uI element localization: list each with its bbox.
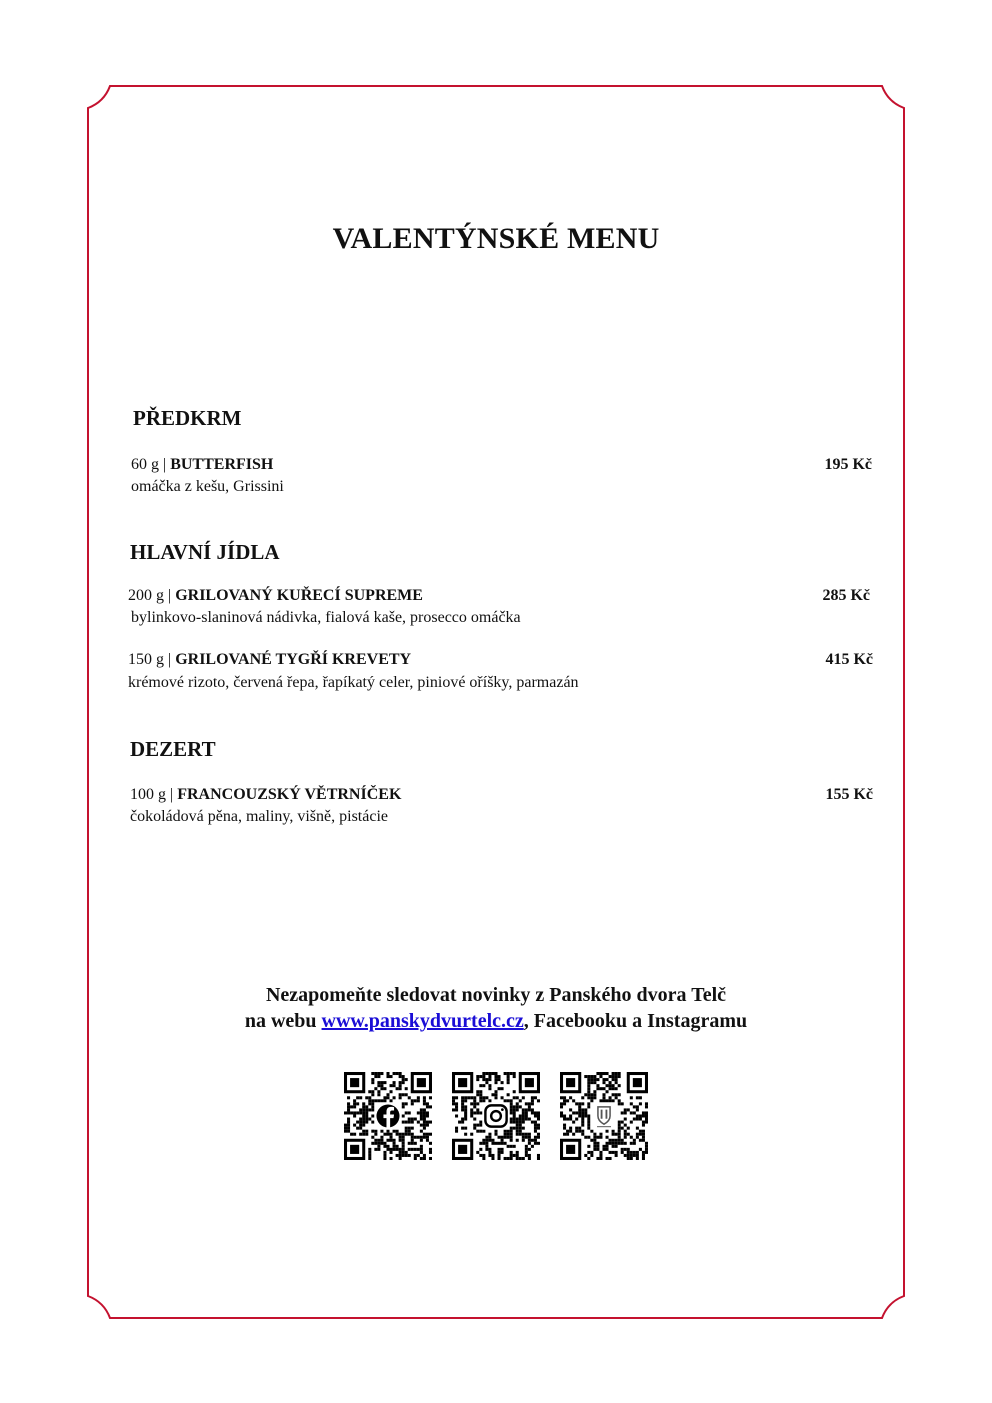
item-description: bylinkovo-slaninová nádivka, fialová kaše, prosecco omáčka xyxy=(131,609,521,626)
item-name: FRANCOUZSKÝ VĚTRNÍČEK xyxy=(177,786,402,803)
item-weight: 150 g | xyxy=(128,651,172,668)
item-price: 415 Kč xyxy=(825,651,873,668)
section-heading-hlavni-jidla: HLAVNÍ JÍDLA xyxy=(130,540,280,564)
item-description: čokoládová pěna, maliny, višně, pistácie xyxy=(130,808,388,825)
menu-item-tygri-krevety xyxy=(128,651,411,669)
promo-prefix: na webu xyxy=(244,1010,322,1032)
promo-suffix: , Facebooku a Instagramu xyxy=(523,1010,748,1032)
promo-line-2 xyxy=(0,1008,992,1034)
menu-item-kureci-supreme xyxy=(128,587,423,605)
item-name: GRILOVANÉ TYGŘÍ KREVETY xyxy=(175,651,412,668)
facebook-icon xyxy=(376,1104,399,1127)
item-description: omáčka z kešu, Grissini xyxy=(131,478,284,495)
instagram-qr-code[interactable] xyxy=(452,1072,540,1160)
item-description: krémové rizoto, červená řepa, řapíkatý celer, piniové oříšky, parmazán xyxy=(128,674,579,691)
section-heading-dezert: DEZERT xyxy=(130,737,216,761)
item-weight: 100 g | xyxy=(130,786,174,803)
promo-line-1: Nezapomeňte sledovat novinky z Panského dvora Telč xyxy=(265,984,727,1006)
website-link[interactable]: www.panskydvurtelc.cz xyxy=(321,1010,524,1032)
menu-item-butterfish xyxy=(131,456,273,474)
item-price: 155 Kč xyxy=(825,786,873,803)
website-qr-code[interactable] xyxy=(560,1072,648,1160)
item-name: GRILOVANÝ KUŘECÍ SUPREME xyxy=(175,587,423,604)
item-price: 195 Kč xyxy=(824,456,872,473)
item-name: BUTTERFISH xyxy=(170,456,274,473)
item-price: 285 Kč xyxy=(822,587,870,604)
menu-item-vetrnicek xyxy=(130,786,401,804)
facebook-qr-code[interactable] xyxy=(344,1072,432,1160)
section-heading-predkrm: PŘEDKRM xyxy=(133,406,242,430)
promo-text xyxy=(0,982,992,1034)
menu-title: VALENTÝNSKÉ MENU xyxy=(332,222,660,255)
item-weight: 60 g | xyxy=(131,456,167,473)
item-weight: 200 g | xyxy=(128,587,172,604)
